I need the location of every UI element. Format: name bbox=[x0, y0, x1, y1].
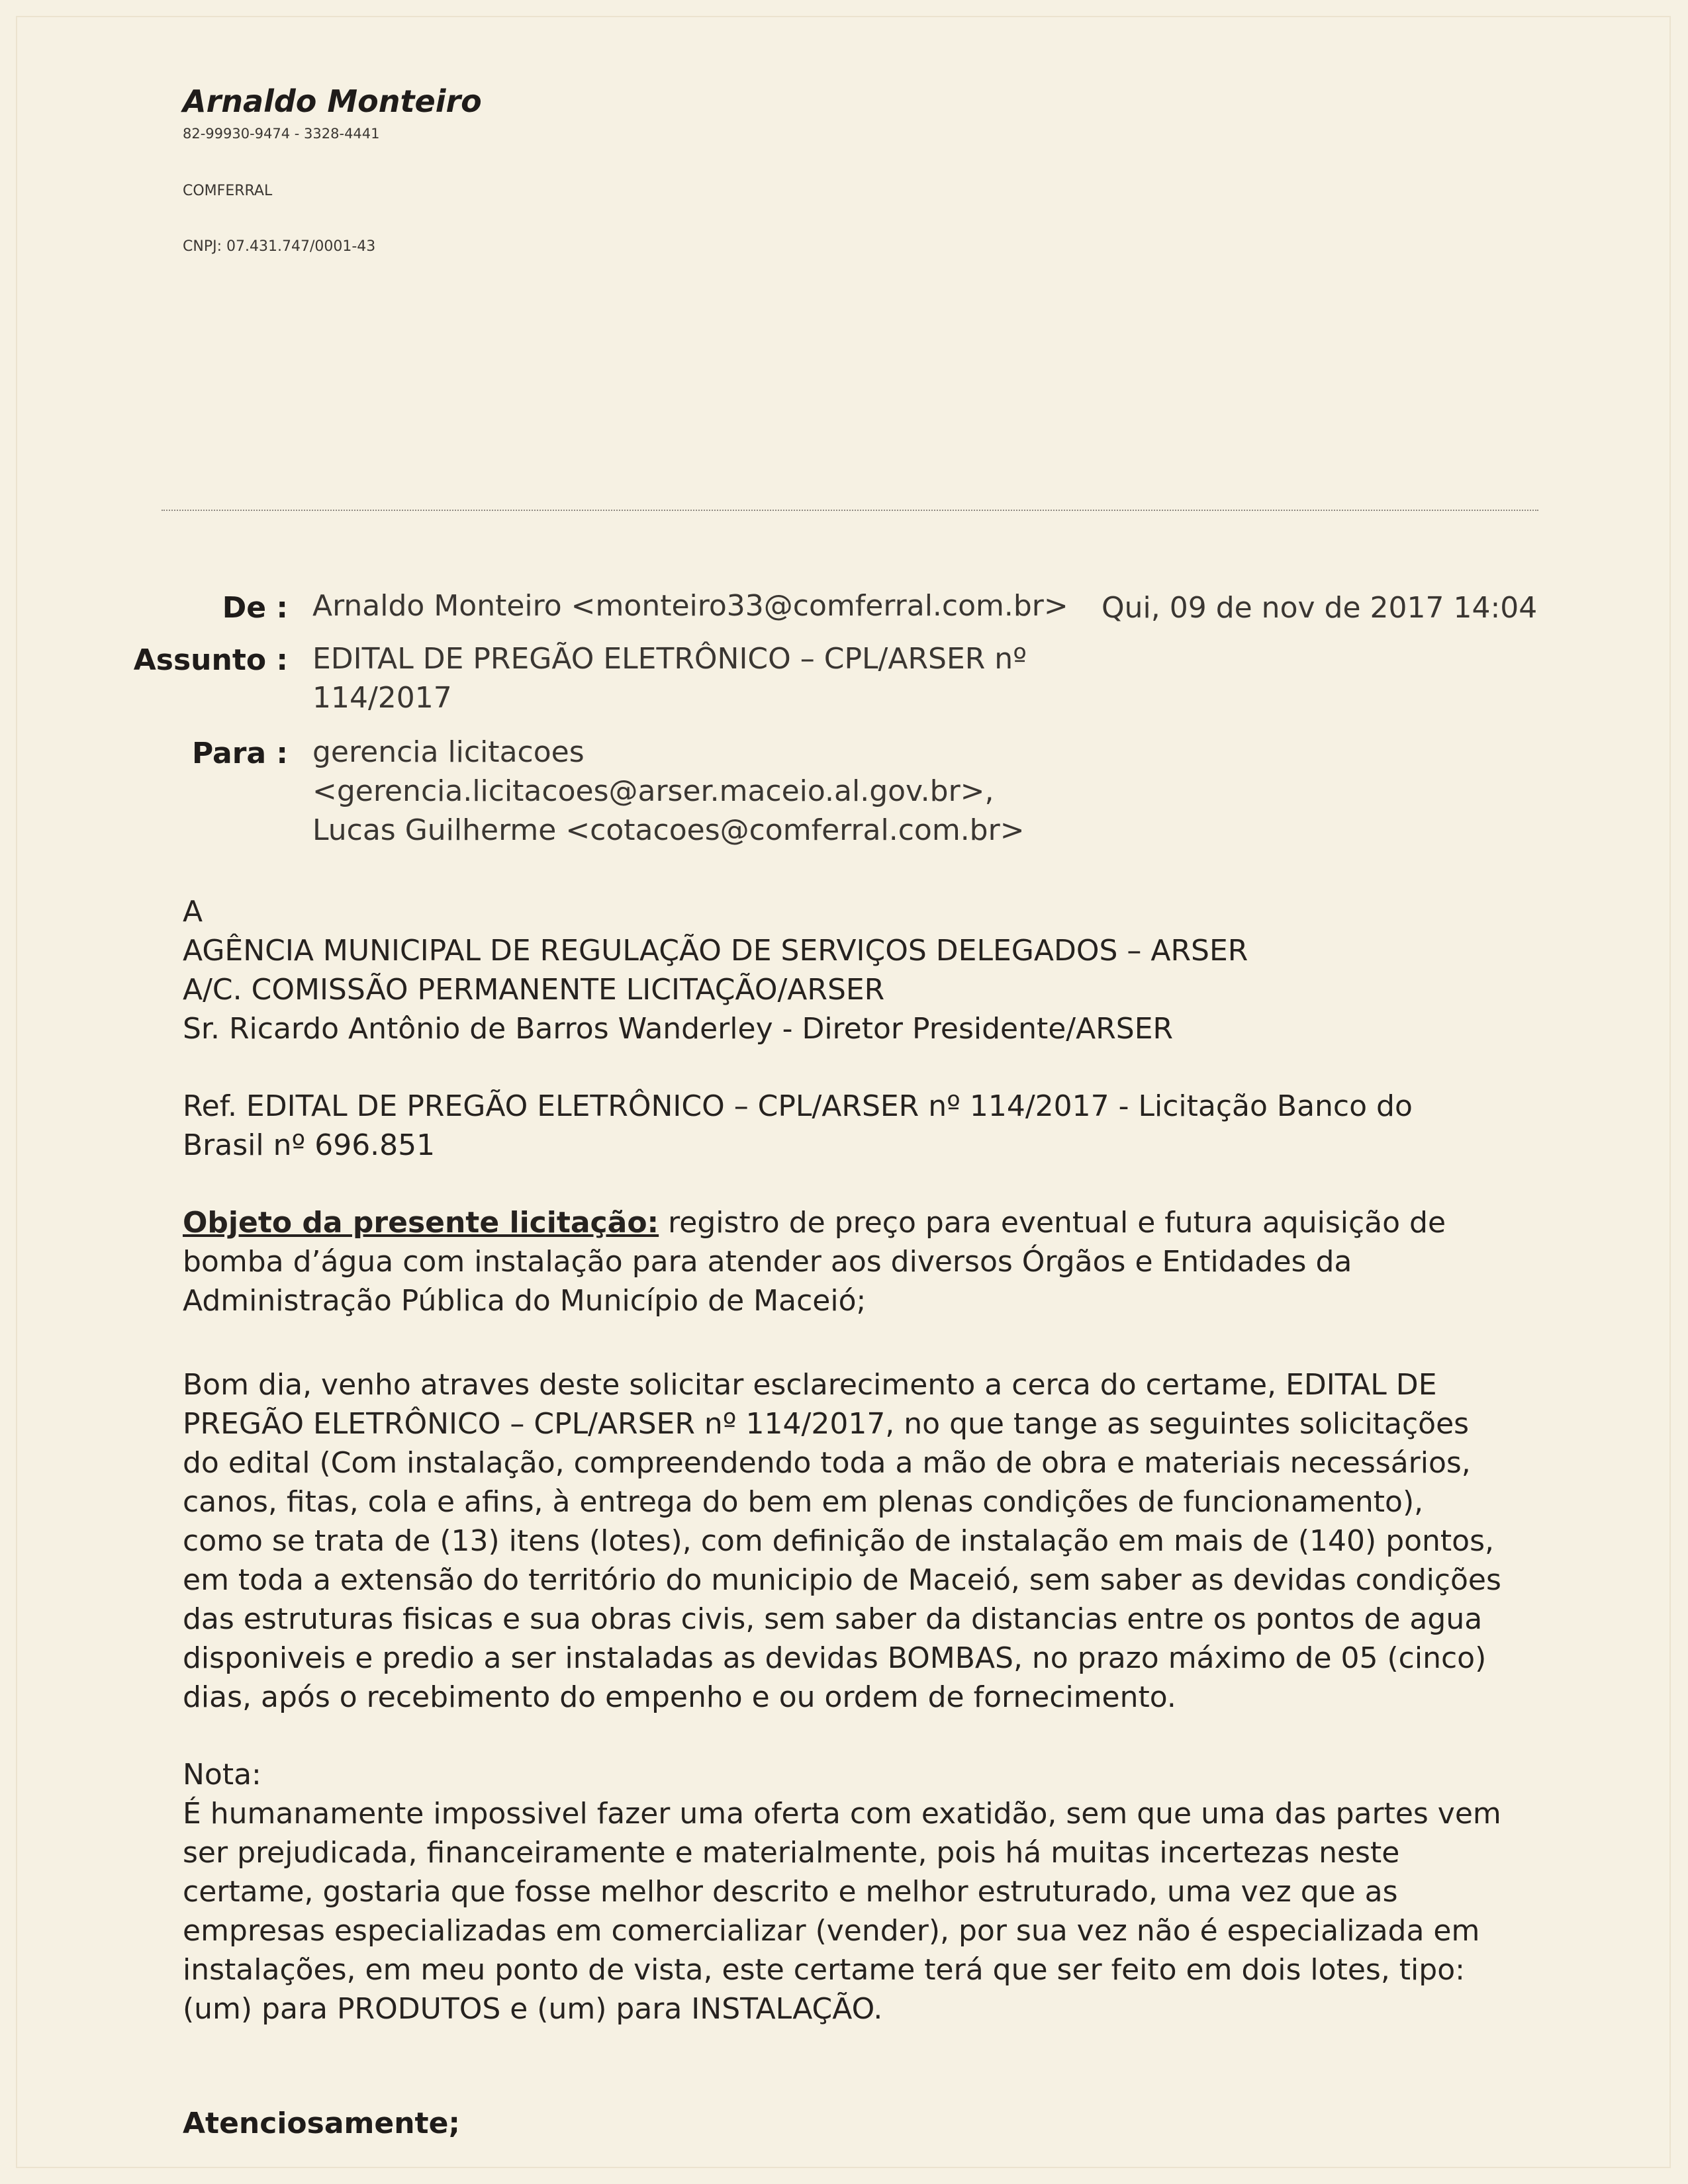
closing: Atenciosamente; bbox=[183, 2107, 461, 2140]
header-separator bbox=[162, 510, 1538, 511]
request-line: em toda a extensão do território do municipio de Maceió, sem saber as devidas condições bbox=[183, 1563, 1501, 1597]
addressee-line: Sr. Ricardo Antônio de Barros Wanderley - Diretor Presidente/ARSER bbox=[183, 1012, 1174, 1046]
request-line: das estruturas fisicas e sua obras civis, sem saber da distancias entre os pontos de agua bbox=[183, 1602, 1483, 1636]
note-line: É humanamente impossivel fazer uma oferta com exatidão, sem que uma das partes vem bbox=[183, 1797, 1501, 1831]
request-line: canos, fitas, cola e afins, à entrega do bem em plenas condições de funcionamento), bbox=[183, 1485, 1424, 1519]
reference-block bbox=[183, 1087, 1413, 1165]
subject-line: EDITAL DE PREGÃO ELETRÔNICO – CPL/ARSER nº bbox=[312, 642, 1027, 676]
reference-line: Ref. EDITAL DE PREGÃO ELETRÔNICO – CPL/ARSER nº 114/2017 - Licitação Banco do bbox=[183, 1089, 1413, 1123]
to-line: Lucas Guilherme <cotacoes@comferral.com.br> bbox=[312, 813, 1025, 847]
note-label: Nota: bbox=[183, 1758, 261, 1792]
request-line: como se trata de (13) itens (lotes), com definição de instalação em mais de (140) pontos, bbox=[183, 1524, 1495, 1558]
note-line: instalações, em meu ponto de vista, este certame terá que ser feito em dois lotes, tipo: bbox=[183, 1953, 1465, 1987]
addressee-line: A/C. COMISSÃO PERMANENTE LICITAÇÃO/ARSER bbox=[183, 973, 885, 1007]
reference-line: Brasil nº 696.851 bbox=[183, 1128, 436, 1162]
note-line: (um) para PRODUTOS e (um) para INSTALAÇÃO. bbox=[183, 1992, 883, 2026]
company-cnpj: CNPJ: 07.431.747/0001-43 bbox=[183, 238, 376, 255]
objeto-block bbox=[183, 1203, 1446, 1320]
to-line: gerencia licitacoes bbox=[312, 735, 585, 769]
request-line: disponiveis e predio a ser instaladas as devidas BOMBAS, no prazo máximo de 05 (cinco) bbox=[183, 1641, 1487, 1675]
objeto-line: bomba d’água com instalação para atender aos diversos Órgãos e Entidades da bbox=[183, 1245, 1352, 1279]
sender-name: Arnaldo Monteiro bbox=[183, 83, 482, 119]
addressee-block bbox=[183, 892, 1248, 1048]
email-date: Qui, 09 de nov de 2017 14:04 bbox=[1102, 591, 1538, 625]
from-label: De : bbox=[222, 591, 288, 625]
from-value: Arnaldo Monteiro <monteiro33@comferral.com.br> bbox=[312, 589, 1068, 623]
addressee-line: AGÊNCIA MUNICIPAL DE REGULAÇÃO DE SERVIÇOS DELEGADOS – ARSER bbox=[183, 934, 1248, 968]
to-value bbox=[312, 733, 1025, 850]
note-line: certame, gostaria que fosse melhor descrito e melhor estruturado, uma vez que as bbox=[183, 1875, 1398, 1909]
company-name: COMFERRAL bbox=[183, 183, 273, 199]
objeto-first-line bbox=[183, 1203, 1446, 1242]
request-paragraph bbox=[183, 1365, 1501, 1717]
sender-phone: 82-99930-9474 - 3328-4441 bbox=[183, 126, 380, 142]
to-label: Para : bbox=[191, 737, 288, 770]
subject-line: 114/2017 bbox=[312, 681, 452, 715]
request-line: Bom dia, venho atraves deste solicitar esclarecimento a cerca do certame, EDITAL DE bbox=[183, 1368, 1437, 1402]
note-block bbox=[183, 1755, 1501, 2028]
objeto-line: Administração Pública do Município de Maceió; bbox=[183, 1284, 867, 1318]
objeto-label: Objeto da presente licitação: bbox=[183, 1206, 659, 1240]
note-line: empresas especializadas em comercializar (vender), por sua vez não é especializada em bbox=[183, 1914, 1480, 1948]
to-line: <gerencia.licitacoes@arser.maceio.al.gov.br>, bbox=[312, 774, 994, 808]
addressee-line: A bbox=[183, 895, 203, 929]
request-line: PREGÃO ELETRÔNICO – CPL/ARSER nº 114/2017, no que tange as seguintes solicitações bbox=[183, 1407, 1470, 1441]
note-line: ser prejudicada, financeiramente e materialmente, pois há muitas incertezas neste bbox=[183, 1836, 1400, 1870]
subject-label: Assunto : bbox=[133, 643, 288, 677]
request-line: dias, após o recebimento do empenho e ou ordem de fornecimento. bbox=[183, 1680, 1176, 1714]
request-line: do edital (Com instalação, compreendendo toda a mão de obra e materiais necessários, bbox=[183, 1446, 1471, 1480]
subject-value bbox=[312, 639, 1027, 717]
objeto-text: registro de preço para eventual e futura aquisição de bbox=[659, 1206, 1446, 1240]
